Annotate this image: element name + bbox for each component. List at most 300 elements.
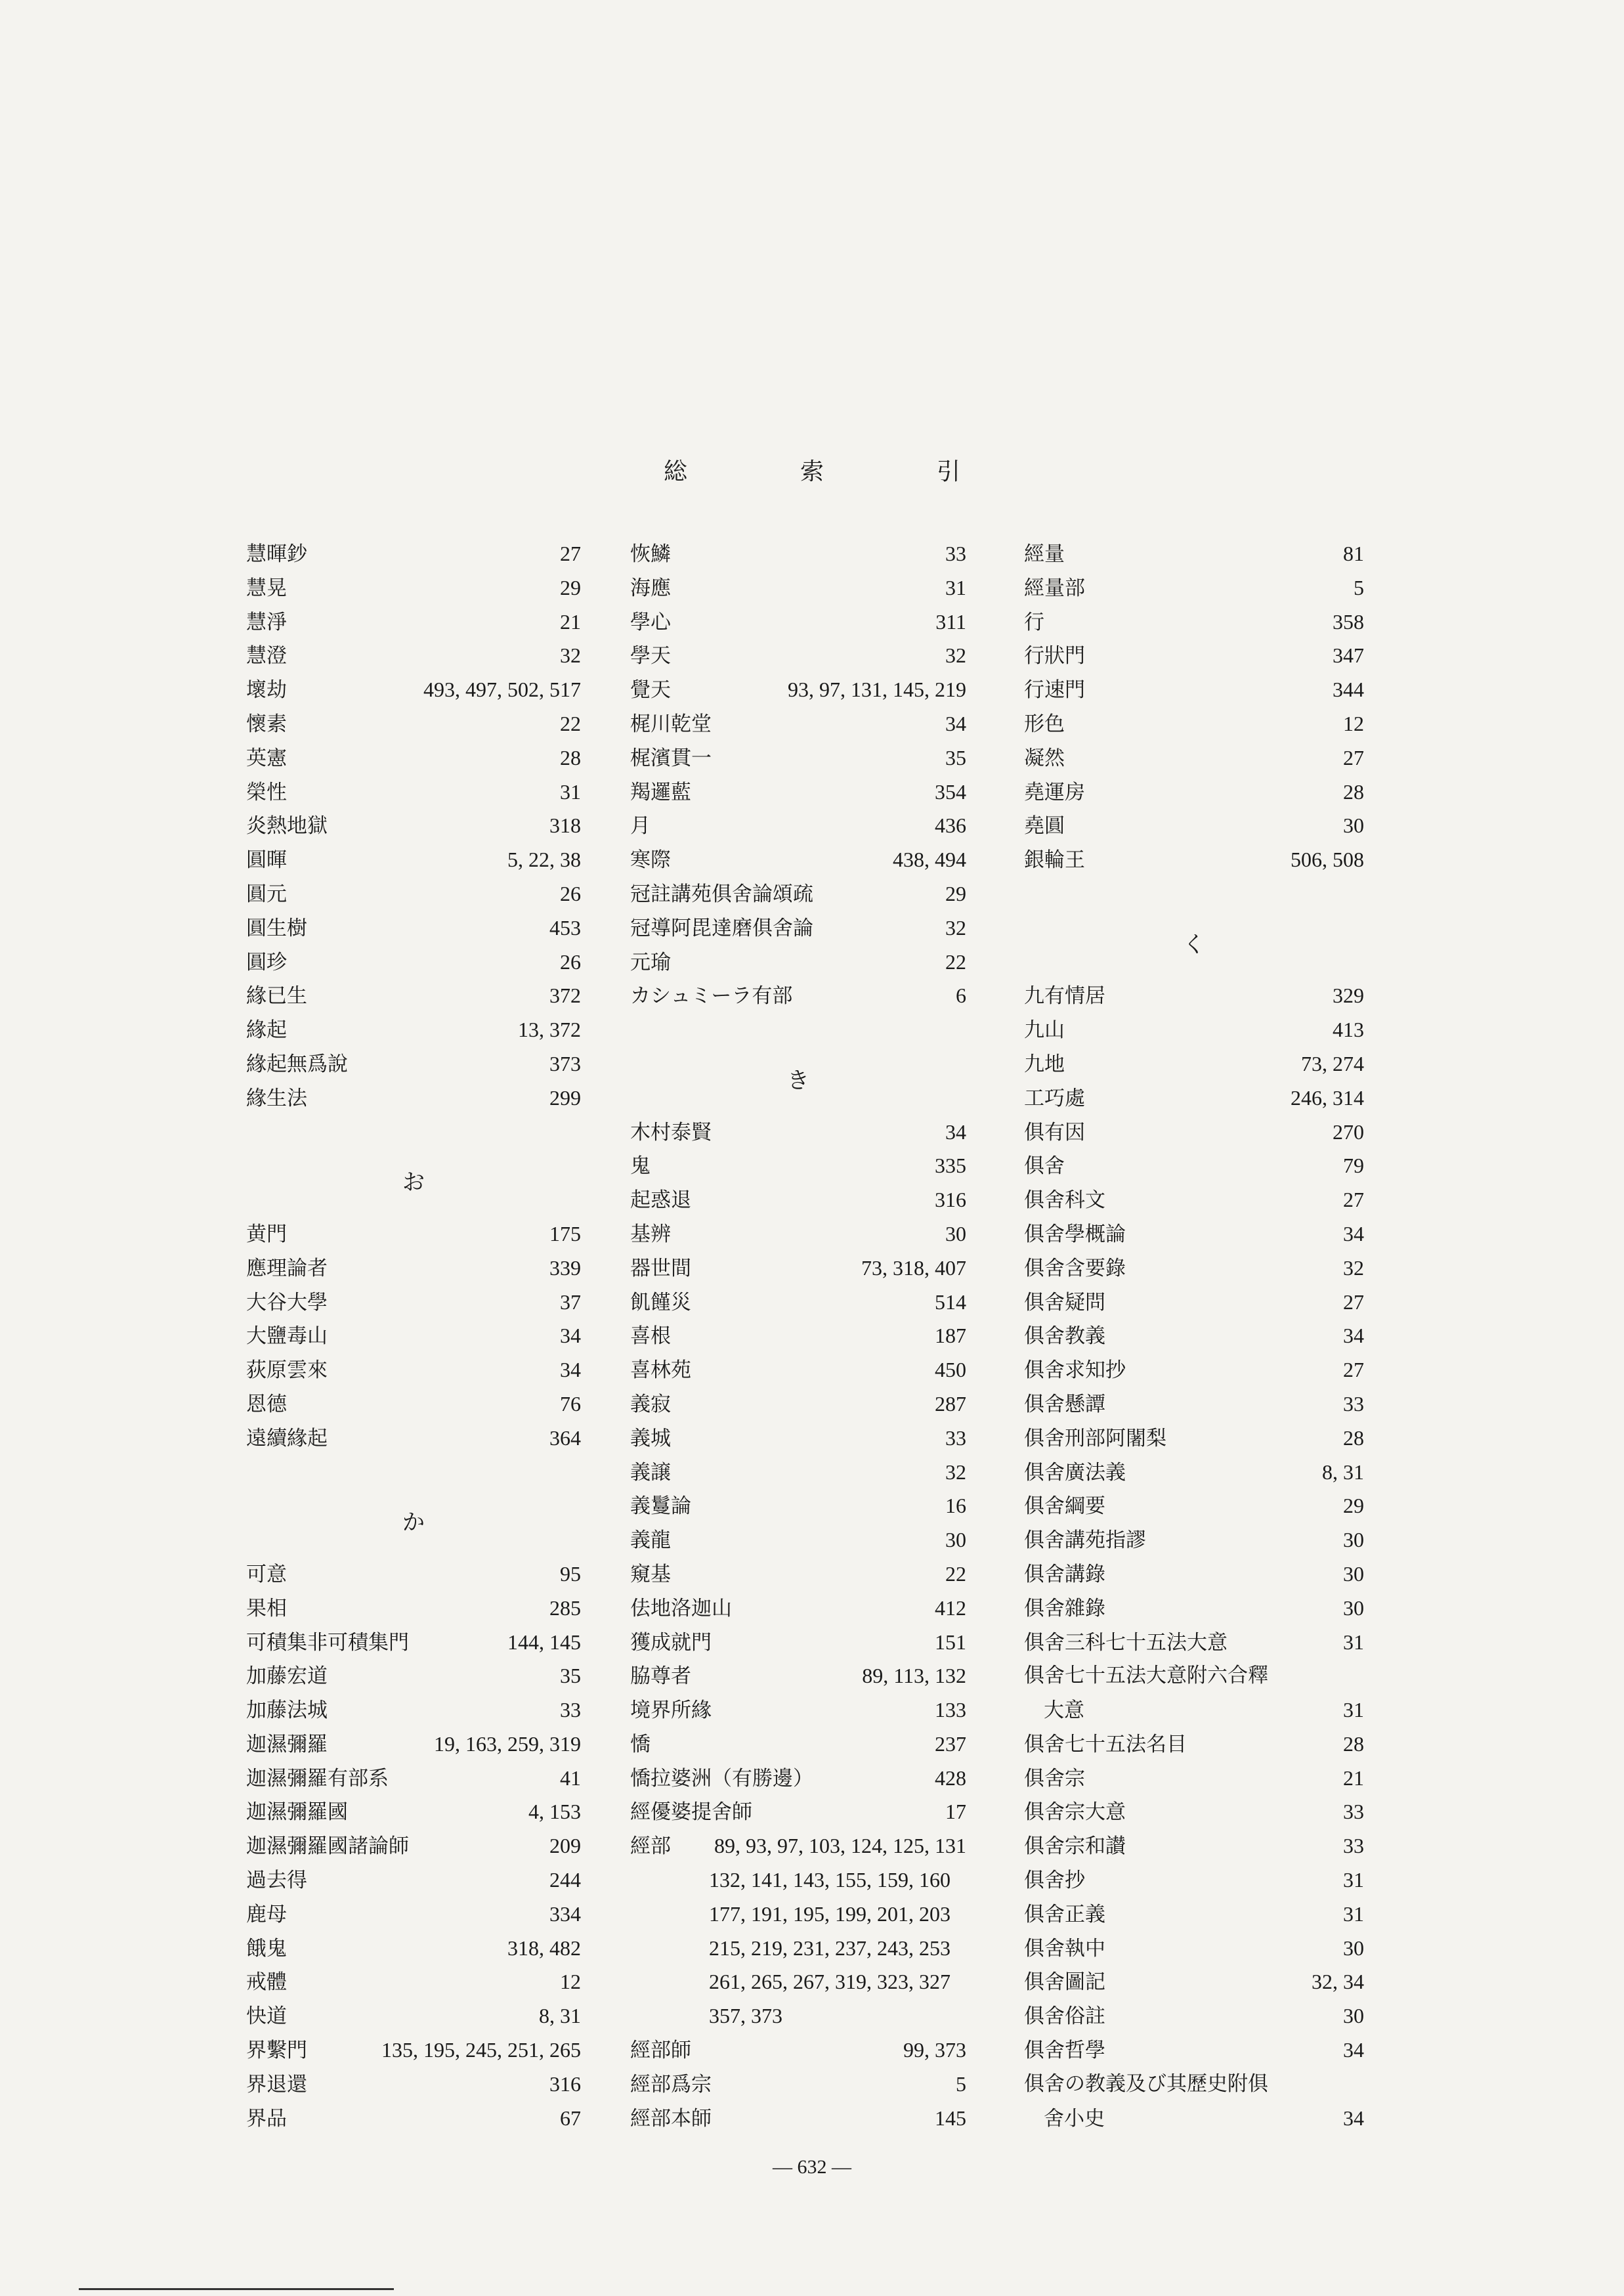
entry-term: 窺基 — [630, 1562, 671, 1586]
index-entry — [246, 1592, 581, 1626]
entry-term: 大谷大學 — [246, 1290, 328, 1314]
entry-term: 基辨 — [630, 1222, 671, 1246]
entry-pages: 37 — [560, 1289, 581, 1314]
entry-term: 覺天 — [630, 678, 671, 703]
entry-pages: 514 — [935, 1289, 966, 1314]
entry-term: 過去得 — [246, 1869, 307, 1893]
entry-pages: 34 — [1343, 1324, 1364, 1348]
index-entry — [1024, 1795, 1364, 1829]
entry-pages: 95 — [560, 1561, 581, 1586]
entry-term: 俱舍 — [1024, 1154, 1065, 1179]
index-entry — [1024, 843, 1364, 877]
entry-pages: 144, 145 — [507, 1630, 581, 1654]
index-entry — [246, 1251, 581, 1286]
index-entry — [1024, 1592, 1364, 1626]
entry-pages: 334 — [549, 1901, 581, 1926]
entry-term: 鬼 — [630, 1154, 651, 1179]
index-column-3 — [1024, 537, 1364, 2135]
index-entry — [630, 877, 966, 911]
entry-pages: 21 — [560, 609, 581, 634]
entry-term: 俱舍疑問 — [1024, 1290, 1105, 1314]
entry-pages: 32 — [945, 915, 966, 940]
entry-pages: 246, 314 — [1291, 1085, 1364, 1110]
entry-pages: 76 — [560, 1391, 581, 1416]
index-entry — [246, 1829, 581, 1863]
entry-term: 學天 — [630, 644, 671, 668]
entry-pages: 135, 195, 245, 251, 265 — [381, 2038, 581, 2062]
index-entry — [1024, 1897, 1364, 1932]
index-entry — [630, 979, 966, 1013]
entry-pages: 5 — [1354, 575, 1364, 599]
entry-term: 俱舍教義 — [1024, 1324, 1105, 1349]
entry-term: 荻原雲來 — [246, 1358, 328, 1383]
index-entry-continuation — [630, 1863, 966, 1897]
index-entry — [1024, 1523, 1364, 1557]
entry-term: 經部爲宗 — [630, 2072, 712, 2096]
entry-term: 俱有因 — [1024, 1120, 1085, 1144]
index-entry — [1024, 1626, 1364, 1660]
entry-pages: 30 — [1343, 2004, 1364, 2028]
entry-pages: 453 — [549, 915, 581, 940]
entry-term: 迦濕彌羅國諸論師 — [246, 1834, 409, 1859]
section-heading: き — [787, 1067, 809, 1094]
entry-term: 俱舍七十五法名目 — [1024, 1732, 1187, 1756]
entry-pages: 31 — [560, 779, 581, 804]
index-entry — [246, 945, 581, 980]
entry-pages: 34 — [945, 711, 966, 735]
index-entry — [246, 809, 581, 843]
entry-pages: 318, 482 — [507, 1936, 581, 1960]
index-entry — [1024, 1047, 1364, 1081]
entry-pages: 5 — [956, 2071, 966, 2096]
section-heading: か — [402, 1509, 425, 1536]
index-entry — [1024, 1456, 1364, 1490]
entry-term: 俱舍科文 — [1024, 1188, 1105, 1213]
entry-term: 經量部 — [1024, 576, 1085, 600]
entry-term: 俱舍雜錄 — [1024, 1596, 1105, 1620]
entry-term: 圓生樹 — [246, 916, 307, 940]
entry-term: 大意 — [1044, 1699, 1084, 1723]
index-entry — [246, 639, 581, 673]
index-entry — [1024, 1693, 1364, 1727]
entry-term: 佉地洛迦山 — [630, 1596, 732, 1620]
entry-term: 俱舍執中 — [1024, 1936, 1105, 1960]
entry-pages: 22 — [560, 711, 581, 735]
entry-pages: 8, 31 — [1322, 1460, 1364, 1484]
entry-pages: 34 — [560, 1324, 581, 1348]
index-column-1 — [246, 537, 581, 2135]
entry-pages: 17 — [945, 1800, 966, 1824]
footer-rule — [79, 2288, 394, 2290]
page-number: — 632 — — [773, 2156, 851, 2178]
entry-pages: 30 — [1343, 1936, 1364, 1960]
entry-pages: 93, 97, 131, 145, 219 — [788, 678, 966, 702]
entry-pages: 13, 372 — [518, 1018, 581, 1042]
entry-pages: 32 — [945, 1460, 966, 1484]
index-entry — [1024, 1965, 1364, 1999]
entry-term: 迦濕彌羅國 — [246, 1800, 348, 1825]
entry-pages: 31 — [1343, 1698, 1364, 1722]
entry-pages: 81 — [1343, 542, 1364, 565]
entry-term: 慧暉鈔 — [246, 542, 307, 566]
entry-term: 經部本師 — [630, 2106, 712, 2131]
index-entry — [1024, 707, 1364, 741]
index-entry — [1024, 1149, 1364, 1183]
index-entry — [246, 1999, 581, 2033]
index-entry — [630, 741, 966, 775]
index-entry — [1024, 1659, 1364, 1693]
index-entry — [1024, 1081, 1364, 1116]
entry-pages: 413 — [1333, 1018, 1364, 1042]
entry-pages: 79 — [1343, 1154, 1364, 1178]
entry-pages: 27 — [1343, 1188, 1364, 1212]
index-entry — [246, 2102, 581, 2136]
index-entry — [630, 1387, 966, 1421]
entry-pages: 35 — [945, 745, 966, 769]
index-entry — [1024, 1319, 1364, 1353]
entry-pages: 358 — [1333, 609, 1364, 634]
index-entry — [630, 1489, 966, 1523]
entry-term: 俱舍求知抄 — [1024, 1358, 1126, 1383]
entry-term: 木村泰賢 — [630, 1120, 712, 1144]
index-entry — [1024, 2068, 1364, 2102]
entry-term: 俱舍七十五法大意附六合釋 — [1024, 1664, 1268, 1688]
entry-pages: 339 — [549, 1255, 581, 1280]
entry-pages: 89, 113, 132 — [862, 1664, 966, 1688]
index-entry — [1024, 1013, 1364, 1047]
index-entry — [630, 673, 966, 707]
index-entry — [246, 1047, 581, 1081]
entry-pages: 450 — [935, 1358, 966, 1382]
section-heading: お — [402, 1169, 425, 1196]
index-entry-continuation — [630, 1932, 966, 1966]
entry-term: 義龍 — [630, 1528, 671, 1553]
index-entry — [630, 1626, 966, 1660]
index-entry — [246, 605, 581, 639]
entry-pages: 33 — [1343, 1391, 1364, 1416]
entry-term: 圓珍 — [246, 950, 287, 974]
index-entry — [246, 707, 581, 741]
entry-term: 界繫門 — [246, 2039, 307, 2063]
entry-term: 加藤宏道 — [246, 1664, 328, 1689]
entry-pages: 31 — [1343, 1868, 1364, 1892]
index-entry — [630, 1217, 966, 1251]
index-entry — [1024, 1489, 1364, 1523]
index-entry — [246, 571, 581, 605]
entry-pages: 244 — [549, 1868, 581, 1892]
index-entry — [630, 1592, 966, 1626]
index-entry — [630, 571, 966, 605]
entry-pages: 177, 191, 195, 199, 201, 203 — [709, 1901, 951, 1926]
entry-pages: 29 — [1343, 1494, 1364, 1518]
entry-pages: 175 — [549, 1221, 581, 1245]
entry-pages: 145 — [935, 2106, 966, 2130]
entry-term: 餓鬼 — [246, 1936, 287, 1960]
entry-term: 堯圓 — [1024, 814, 1065, 838]
index-entry — [630, 843, 966, 877]
entry-pages: 41 — [560, 1765, 581, 1790]
entry-pages: 34 — [1343, 2106, 1364, 2130]
entry-pages: 29 — [945, 881, 966, 905]
index-entry — [246, 537, 581, 571]
index-entry — [630, 1795, 966, 1829]
entry-term: 經部 — [630, 1834, 671, 1859]
entry-term: 遠續緣起 — [246, 1426, 328, 1450]
index-entry — [630, 2102, 966, 2136]
entry-pages: 31 — [1343, 1630, 1364, 1654]
entry-term: 俱舍正義 — [1024, 1902, 1105, 1926]
index-entry — [246, 1626, 581, 1660]
entry-term: 大鹽毒山 — [246, 1324, 328, 1349]
entry-pages: 372 — [549, 984, 581, 1008]
entry-term: 經優婆提舍師 — [630, 1800, 752, 1825]
entry-pages: 215, 219, 231, 237, 243, 253 — [709, 1936, 951, 1960]
entry-term: 果相 — [246, 1596, 287, 1620]
entry-term: 學心 — [630, 610, 671, 634]
entry-term: 緣起無爲說 — [246, 1052, 348, 1076]
index-entry — [1024, 1932, 1364, 1966]
entry-term: 經部師 — [630, 2039, 691, 2063]
index-entry-continuation — [630, 1897, 966, 1932]
entry-term: 俱舍宗和讃 — [1024, 1834, 1126, 1859]
entry-term: 凝然 — [1024, 746, 1065, 770]
entry-pages: 33 — [1343, 1834, 1364, 1858]
index-entry — [1024, 1863, 1364, 1897]
entry-pages: 318 — [549, 813, 581, 838]
index-entry — [1024, 1251, 1364, 1286]
entry-pages: 270 — [1333, 1119, 1364, 1144]
index-entry — [246, 1897, 581, 1932]
entry-pages: 33 — [945, 1425, 966, 1450]
index-entry — [246, 1013, 581, 1047]
index-entry — [246, 843, 581, 877]
entry-term: 脇尊者 — [630, 1664, 691, 1689]
index-entry — [630, 537, 966, 571]
entry-pages: 187 — [935, 1324, 966, 1348]
entry-pages: 5, 22, 38 — [507, 848, 581, 872]
entry-pages: 287 — [935, 1391, 966, 1416]
entry-term: 俱舍講苑指謬 — [1024, 1528, 1146, 1553]
entry-term: 梶濱貫一 — [630, 746, 712, 770]
index-entry — [630, 1183, 966, 1217]
index-column-2 — [630, 537, 966, 2135]
index-entry — [1024, 1387, 1364, 1421]
index-entry-continuation — [630, 1965, 966, 1999]
entry-pages: 436 — [935, 813, 966, 838]
index-entry — [246, 1932, 581, 1966]
index-entry — [1024, 673, 1364, 707]
index-entry — [1024, 1829, 1364, 1863]
entry-term: 飢饉災 — [630, 1290, 691, 1314]
entry-term: 可意 — [246, 1562, 287, 1586]
index-entry — [630, 1456, 966, 1490]
entry-pages: 133 — [935, 1698, 966, 1722]
entry-term: 圓元 — [246, 882, 287, 906]
index-entry — [630, 1693, 966, 1727]
entry-pages: 209 — [549, 1834, 581, 1858]
index-entry — [630, 1286, 966, 1320]
index-entry — [246, 1795, 581, 1829]
entry-term: 戒體 — [246, 1970, 287, 1995]
index-entry — [246, 1965, 581, 1999]
entry-pages: 506, 508 — [1291, 848, 1364, 872]
entry-pages: 31 — [1343, 1901, 1364, 1926]
entry-term: 鹿母 — [246, 1902, 287, 1926]
entry-term: 經量 — [1024, 542, 1065, 566]
entry-pages: 261, 265, 267, 319, 323, 327 — [709, 1970, 951, 1994]
index-entry — [1024, 1286, 1364, 1320]
entry-term: 九地 — [1024, 1052, 1065, 1076]
entry-term: 恩德 — [246, 1392, 287, 1416]
entry-pages: 27 — [1343, 745, 1364, 769]
entry-pages: 31 — [945, 575, 966, 599]
section-gap — [246, 1116, 581, 1150]
entry-term: 炎熱地獄 — [246, 814, 328, 838]
entry-term: 俱舍懸譚 — [1024, 1392, 1105, 1416]
index-entry — [1024, 741, 1364, 775]
index-entry — [246, 2068, 581, 2102]
entry-term: 梶川乾堂 — [630, 712, 712, 736]
entry-pages: 99, 373 — [903, 2038, 966, 2062]
entry-pages: 151 — [935, 1630, 966, 1654]
index-entry — [630, 945, 966, 980]
entry-term: 義譲 — [630, 1460, 671, 1484]
entry-term: 行 — [1024, 610, 1044, 634]
entry-term: 義寂 — [630, 1392, 671, 1416]
entry-pages: 33 — [945, 542, 966, 565]
entry-pages: 22 — [945, 1561, 966, 1586]
entry-pages: 30 — [945, 1528, 966, 1552]
entry-term: 壞劫 — [246, 678, 287, 703]
index-entry — [1024, 1217, 1364, 1251]
index-entry — [630, 605, 966, 639]
entry-pages: 335 — [935, 1154, 966, 1178]
entry-pages: 428 — [935, 1765, 966, 1790]
index-entry — [246, 1286, 581, 1320]
entry-term: 慧澄 — [246, 644, 287, 668]
entry-pages: 299 — [549, 1085, 581, 1110]
entry-pages: 34 — [1343, 2038, 1364, 2062]
index-entry — [246, 1217, 581, 1251]
index-entry — [1024, 1116, 1364, 1150]
entry-pages: 493, 497, 502, 517 — [423, 678, 581, 702]
index-entry — [1024, 1183, 1364, 1217]
index-entry — [630, 1116, 966, 1150]
index-entry — [630, 1762, 966, 1796]
entry-pages: 32 — [560, 643, 581, 668]
entry-pages: 28 — [560, 745, 581, 769]
index-entry — [246, 1863, 581, 1897]
entry-term: 慧晃 — [246, 576, 287, 600]
entry-term: 銀輪王 — [1024, 848, 1085, 873]
entry-term: 冠導阿毘達磨俱舍論 — [630, 916, 813, 940]
entry-pages: 28 — [1343, 1425, 1364, 1450]
entry-pages: 19, 163, 259, 319 — [434, 1731, 581, 1756]
index-entry — [1024, 639, 1364, 673]
entry-pages: 29 — [560, 575, 581, 599]
entry-pages: 34 — [1343, 1221, 1364, 1245]
index-entry — [1024, 537, 1364, 571]
index-entry — [1024, 1557, 1364, 1592]
entry-pages: 30 — [945, 1221, 966, 1245]
index-entry — [1024, 809, 1364, 843]
entry-term: 俱舍哲學 — [1024, 2039, 1105, 2063]
entry-term: 應理論者 — [246, 1256, 328, 1280]
index-entry — [630, 1353, 966, 1387]
index-entry — [630, 1829, 966, 1863]
entry-pages: 6 — [956, 984, 966, 1008]
index-entry — [1024, 571, 1364, 605]
entry-pages: 28 — [1343, 1731, 1364, 1756]
index-entry — [630, 707, 966, 741]
index-entry — [246, 1762, 581, 1796]
entry-term: 迦濕彌羅有部系 — [246, 1766, 389, 1790]
entry-term: 喜根 — [630, 1324, 671, 1349]
index-entry — [630, 2033, 966, 2068]
index-entry — [630, 809, 966, 843]
index-entry — [630, 775, 966, 810]
index-entry — [630, 1421, 966, 1456]
entry-term: 俱舍綱要 — [1024, 1494, 1105, 1519]
entry-term: 行狀門 — [1024, 644, 1085, 668]
entry-term: 九山 — [1024, 1018, 1065, 1043]
index-entry — [1024, 775, 1364, 810]
section-heading: く — [1183, 931, 1205, 958]
index-entry — [246, 2033, 581, 2068]
index-entry — [246, 979, 581, 1013]
entry-pages: 35 — [560, 1664, 581, 1688]
entry-pages: 21 — [1343, 1765, 1364, 1790]
entry-pages: 285 — [549, 1595, 581, 1620]
entry-pages: 34 — [945, 1119, 966, 1144]
entry-pages: 16 — [945, 1494, 966, 1518]
entry-term: カシュミーラ有部 — [630, 984, 793, 1008]
entry-term: 俱舍俗註 — [1024, 2004, 1105, 2029]
entry-term: 器世間 — [630, 1256, 691, 1280]
entry-term: 迦濕彌羅 — [246, 1732, 328, 1756]
index-entry — [1024, 1727, 1364, 1762]
index-entry — [246, 741, 581, 775]
entry-pages: 27 — [1343, 1358, 1364, 1382]
entry-term: 月 — [630, 814, 651, 838]
entry-pages: 67 — [560, 2106, 581, 2130]
entry-term: 加藤法城 — [246, 1699, 328, 1723]
index-entry — [246, 1693, 581, 1727]
index-entry — [1024, 2033, 1364, 2068]
entry-pages: 73, 318, 407 — [861, 1255, 966, 1280]
index-entry — [630, 1149, 966, 1183]
entry-pages: 27 — [560, 542, 581, 565]
entry-term: 俱舍講錄 — [1024, 1562, 1105, 1586]
entry-term: 憍拉婆洲（有勝邊） — [630, 1766, 813, 1790]
entry-pages: 357, 373 — [709, 2004, 782, 2028]
entry-pages: 32 — [1343, 1255, 1364, 1280]
entry-term: 可積集非可積集門 — [246, 1630, 409, 1655]
entry-pages: 30 — [1343, 1595, 1364, 1620]
index-entry — [1024, 1421, 1364, 1456]
entry-term: 形色 — [1024, 712, 1065, 736]
entry-term: 義鬘論 — [630, 1494, 691, 1519]
entry-pages: 364 — [549, 1425, 581, 1450]
entry-term: 境界所緣 — [630, 1699, 712, 1723]
index-entry — [1024, 1999, 1364, 2033]
index-entry — [246, 1353, 581, 1387]
entry-term: 緣生法 — [246, 1086, 307, 1110]
entry-pages: 4, 153 — [528, 1800, 581, 1824]
entry-term: 起惑退 — [630, 1188, 691, 1213]
entry-pages: 33 — [560, 1698, 581, 1722]
entry-term: 元瑜 — [630, 950, 671, 974]
